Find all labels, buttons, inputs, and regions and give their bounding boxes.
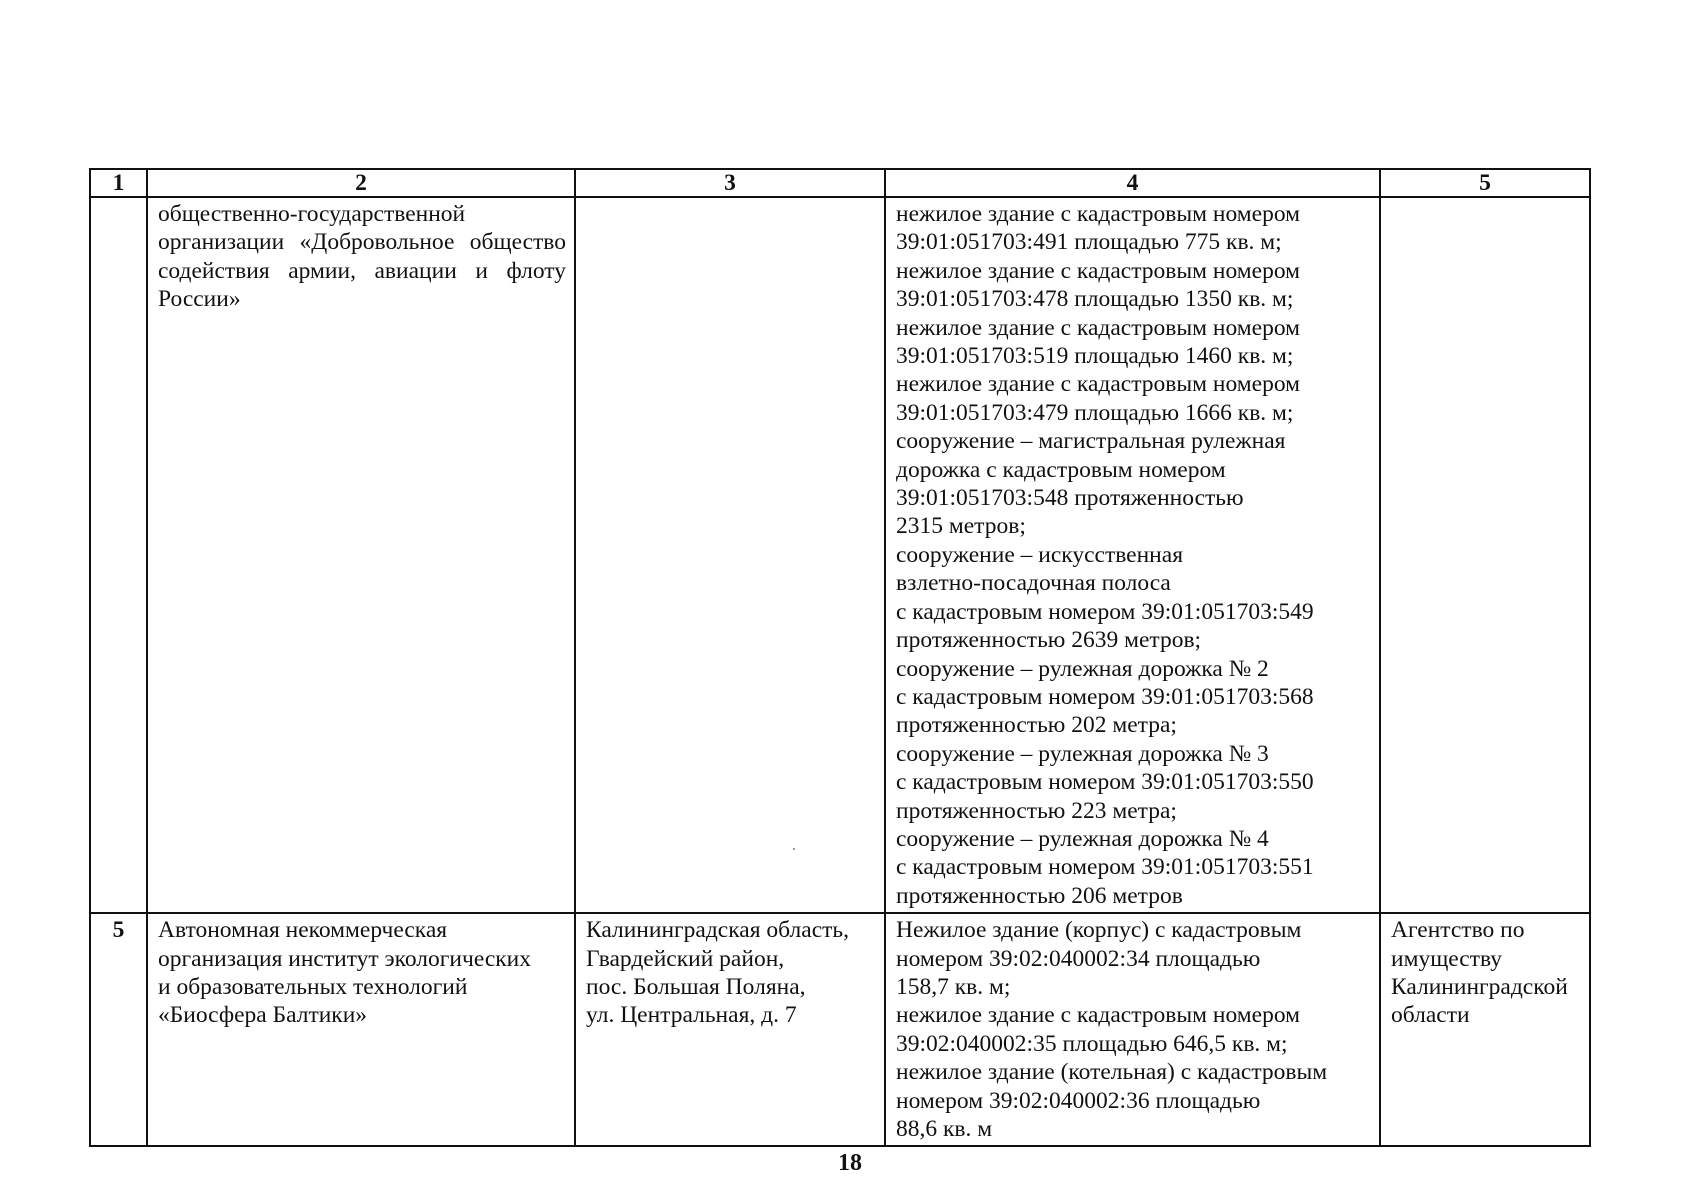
page-number: 18 (838, 1150, 862, 1176)
address-line: ул. Центральная, д. 7 (586, 1002, 797, 1029)
cell-organization: общественно-государственной организации «Добровольное общество содействия армии, авиации и флоту России» (147, 197, 575, 913)
object-line: с кадастровым номером 39:01:051703:551 (896, 854, 1314, 881)
object-line: нежилое здание с кадастровым номером (896, 257, 1300, 284)
object-line: сооружение – магистральная рулежная (896, 428, 1286, 455)
object-line: номером 39:02:040002:36 площадью (896, 1087, 1261, 1114)
object-line: протяженностью 223 метра; (896, 797, 1177, 824)
address-line: пос. Большая Поляна, (586, 973, 806, 1000)
cell-objects (885, 197, 1380, 913)
object-line: нежилое здание (котельная) с кадастровым (896, 1059, 1328, 1086)
column-header-1: 1 (90, 169, 147, 197)
cell-address (575, 197, 885, 913)
cell-address (575, 913, 885, 1146)
object-line: 39:02:040002:35 площадью 646,5 кв. м; (896, 1030, 1288, 1057)
object-line: с кадастровым номером 39:01:051703:549 (896, 598, 1314, 625)
agency-line: области (1391, 1002, 1470, 1029)
object-line: протяженностью 2639 метров; (896, 627, 1202, 654)
property-table (89, 168, 1591, 1147)
object-line: протяженностью 206 метров (896, 882, 1183, 909)
object-line: с кадастровым номером 39:01:051703:550 (896, 769, 1314, 796)
cell-number: 5 (90, 913, 147, 1146)
object-line: взлетно-посадочная полоса (896, 570, 1171, 597)
object-line: сооружение – рулежная дорожка № 3 (896, 740, 1269, 767)
cell-agency (1380, 913, 1590, 1146)
object-line: 158,7 кв. м; (896, 973, 1011, 1000)
organization-line: «Биосфера Балтики» (158, 1002, 368, 1029)
object-line: нежилое здание с кадастровым номером (896, 1002, 1300, 1029)
agency-line: имуществу (1391, 945, 1503, 972)
cell-number (90, 197, 147, 913)
object-line: 39:01:051703:519 площадью 1460 кв. м; (896, 343, 1294, 370)
cell-organization (147, 913, 575, 1146)
object-line: сооружение – искусственная (896, 541, 1184, 568)
address-line: Гвардейский район, (586, 945, 785, 972)
organization-line: Автономная некоммерческая (158, 917, 448, 944)
table-header-row (90, 169, 1590, 197)
object-line: нежилое здание с кадастровым номером (896, 201, 1300, 227)
object-line: нежилое здание с кадастровым номером (896, 371, 1300, 398)
column-header-4: 4 (885, 169, 1380, 197)
object-line: 39:01:051703:478 площадью 1350 кв. м; (896, 286, 1294, 313)
object-line: протяженностью 202 метра; (896, 712, 1177, 739)
cell-agency (1380, 197, 1590, 913)
object-line: Нежилое здание (корпус) с кадастровым (896, 917, 1302, 944)
object-line: сооружение – рулежная дорожка № 4 (896, 825, 1269, 852)
column-header-2: 2 (147, 169, 575, 197)
object-line: 2315 метров; (896, 513, 1026, 540)
object-line: номером 39:02:040002:34 площадью (896, 945, 1261, 972)
organization-line: и образовательных технологий (158, 973, 468, 1000)
object-line: дорожка с кадастровым номером (896, 456, 1226, 483)
agency-line: Агентство по (1391, 917, 1525, 944)
object-line: 39:01:051703:548 протяженностью (896, 485, 1244, 512)
object-line: сооружение – рулежная дорожка № 2 (896, 655, 1269, 682)
cell-objects (885, 913, 1380, 1146)
object-line: с кадастровым номером 39:01:051703:568 (896, 683, 1314, 710)
scan-speck (793, 848, 795, 850)
object-line: 88,6 кв. м (896, 1116, 993, 1142)
object-line: 39:01:051703:479 площадью 1666 кв. м; (896, 399, 1294, 426)
address-line: Калининградская область, (586, 917, 849, 944)
table-row-5 (90, 913, 1590, 1146)
organization-line: организация институт экологических (158, 945, 532, 972)
object-line: нежилое здание с кадастровым номером (896, 314, 1300, 341)
table-row-continued (90, 197, 1590, 913)
agency-line: Калининградской (1391, 973, 1568, 1000)
column-header-3: 3 (575, 169, 885, 197)
object-line: 39:01:051703:491 площадью 775 кв. м; (896, 229, 1282, 256)
column-header-5: 5 (1380, 169, 1590, 197)
